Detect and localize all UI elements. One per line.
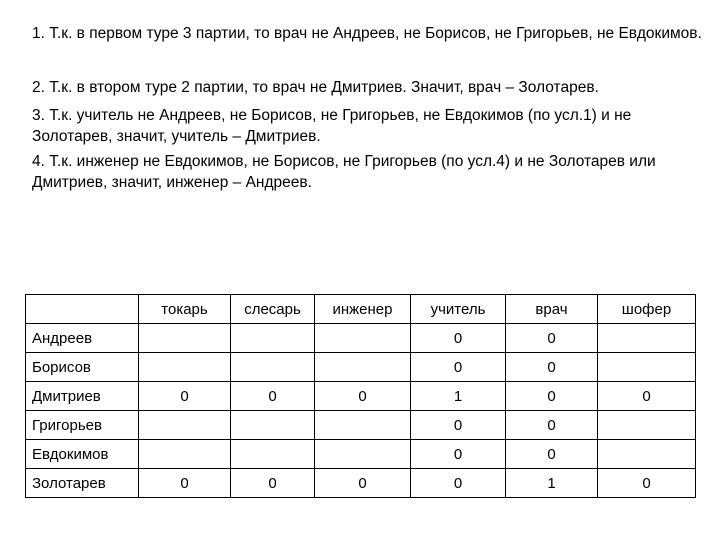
table-cell: 0 [315,469,411,498]
table-cell [139,353,231,382]
table-cell: 0 [506,324,598,353]
row-name: Андреев [26,324,139,353]
table-cell [598,324,696,353]
table-cell: 1 [506,469,598,498]
column-header: токарь [139,295,231,324]
table-cell: 0 [411,469,506,498]
reasoning-step-1: 1. Т.к. в первом туре 3 партии, то врач не Андреев, не Борисов, не Григорьев, не Евдокимов. [32,25,702,42]
table-cell: 0 [506,411,598,440]
table-cell [598,440,696,469]
column-header: инженер [315,295,411,324]
table-cell: 0 [506,440,598,469]
table-cell [231,324,315,353]
table-cell: 0 [598,382,696,411]
table-cell [139,440,231,469]
row-name: Золотарев [26,469,139,498]
logic-table [25,294,696,498]
table-cell: 0 [231,469,315,498]
row-name: Дмитриев [26,382,139,411]
table-cell: 0 [231,382,315,411]
table-row [26,469,696,498]
table-cell: 0 [139,469,231,498]
table-cell [231,440,315,469]
table-cell [231,353,315,382]
table-cell [315,411,411,440]
reasoning-step-4: 4. Т.к. инженер не Евдокимов, не Борисов, не Григорьев (по усл.4) и не Золотарев или Дмитриев, значит, инженер – Андреев. [32,153,656,191]
table-cell [315,440,411,469]
table-cell: 0 [411,411,506,440]
table-cell: 1 [411,382,506,411]
table-cell: 0 [506,353,598,382]
table-cell: 0 [411,353,506,382]
row-name: Григорьев [26,411,139,440]
table-cell: 0 [598,469,696,498]
table-cell [231,411,315,440]
table-cell: 0 [506,382,598,411]
table-cell: 0 [315,382,411,411]
table-cell [315,324,411,353]
table-cell: 0 [411,324,506,353]
table-row [26,411,696,440]
column-header: врач [506,295,598,324]
table-cell [139,411,231,440]
table-cell [139,324,231,353]
table-cell [598,411,696,440]
column-header: слесарь [231,295,315,324]
column-header: шофер [598,295,696,324]
table-header-row [26,295,696,324]
table-row [26,440,696,469]
table-cell [598,353,696,382]
reasoning-step-3: 3. Т.к. учитель не Андреев, не Борисов, не Григорьев, не Евдокимов (по усл.1) и не Золотарев, значит, учитель – Дмитриев. [32,107,632,145]
table-row [26,324,696,353]
reasoning-step-2: 2. Т.к. в втором туре 2 партии, то врач не Дмитриев. Значит, врач – Золотарев. [32,79,599,96]
table-cell [315,353,411,382]
column-header: учитель [411,295,506,324]
table-row [26,382,696,411]
table-cell: 0 [139,382,231,411]
table-cell: 0 [411,440,506,469]
row-name: Евдокимов [26,440,139,469]
table-row [26,353,696,382]
corner-cell [26,295,139,324]
row-name: Борисов [26,353,139,382]
